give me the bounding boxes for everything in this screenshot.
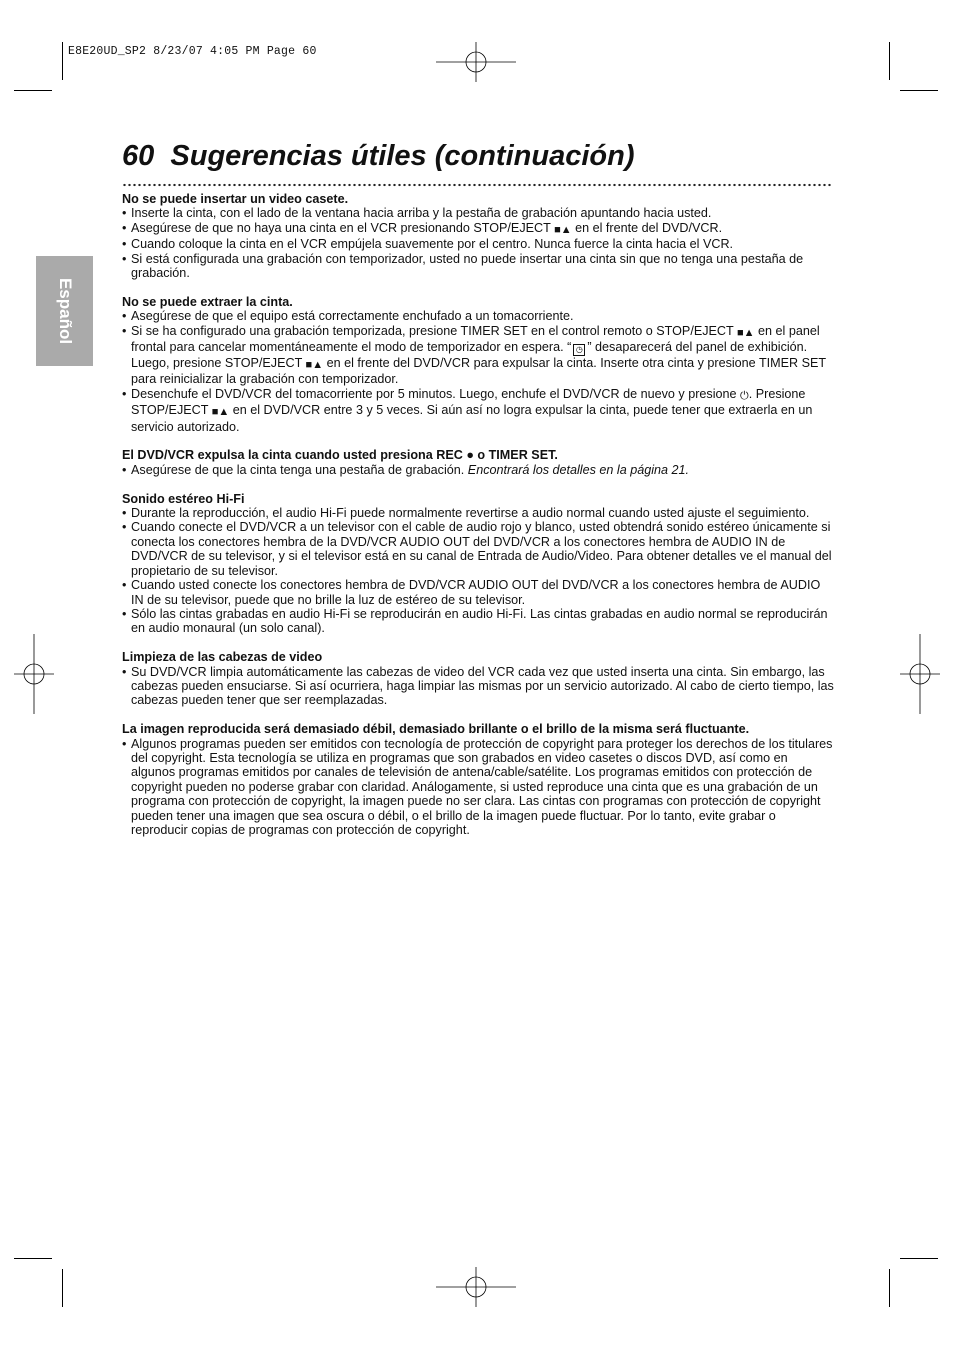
stop-eject-icon: ■▲ [554, 223, 572, 236]
stop-eject-icon: ■▲ [211, 406, 230, 419]
section-hifi-stereo [122, 492, 834, 636]
section-heading: Limpieza de las cabezas de video [122, 650, 323, 665]
crop-mark [889, 1269, 890, 1307]
registration-mark-right [900, 634, 940, 714]
page-number: 60 [122, 140, 155, 172]
list-item: • Sólo las cintas grabadas en audio Hi-Fi se reproducirán en audio Hi-Fi. Las cintas grabadas en audio normal se reproducirán en audio monaural (un solo canal). [122, 607, 834, 636]
troubleshooting-content [122, 192, 834, 852]
section-ejects-on-rec [122, 448, 834, 477]
crop-mark [889, 42, 890, 80]
stop-eject-icon: ■▲ [305, 359, 324, 372]
list-item: • Su DVD/VCR limpia automáticamente las cabezas de video del VCR cada vez que usted inserta una cinta. Sin embargo, las cabezas pueden ensuciarse. Si así ocurriera, haga limpiar las mismas por un servicio autorizado. Al cabo de cierto tiempo, las cabezas pueden tener que ser reemplazadas. [122, 665, 834, 708]
crop-mark [14, 90, 52, 91]
section-heading: No se puede extraer la cinta. [122, 294, 293, 309]
list-item: • Asegúrese de que no haya una cinta en el VCR presionando STOP/EJECT ■▲ en el frente del DVD/VCR. [122, 221, 834, 237]
power-icon: ⏻ [740, 389, 749, 402]
section-heading: Sonido estéreo Hi-Fi [122, 491, 245, 506]
section-picture-quality [122, 722, 834, 837]
list-item: • Cuando usted conecte los conectores hembra de DVD/VCR AUDIO OUT del DVD/VCR a los conectores hembra de AUDIO IN de su televisor, puede que no brille la luz de estéreo de su televisor. [122, 578, 834, 607]
crop-mark [900, 90, 938, 91]
dotted-divider [122, 183, 832, 187]
language-tab-label: Español [55, 277, 75, 345]
crop-mark [62, 1269, 63, 1307]
section-heading: No se puede insertar un video casete. [122, 192, 349, 206]
crop-mark [62, 42, 63, 80]
list-item: • Inserte la cinta, con el lado de la ventana hacia arriba y la pestaña de grabación apuntando hacia usted. [122, 206, 834, 220]
page-title-text: Sugerencias útiles (continuación) [170, 140, 635, 172]
rec-icon: ● [466, 448, 474, 463]
crop-mark [900, 1258, 938, 1259]
registration-mark-left [14, 634, 54, 714]
list-item: • Cuando conecte el DVD/VCR a un televisor con el cable de audio rojo y blanco, usted obtendrá sonido estéreo únicamente si conecta los conectores hembra de la DVD/VCR AUDIO OUT del DVD/VCR a los conectores hembra de AUDIO IN de DVD/VCR de su televisor, y si el televisor está en su canal de Entrada de Audio/Video. Para obtener detalles ve el manual del propietario de su televisor. [122, 520, 834, 578]
list-item: • Algunos programas pueden ser emitidos con tecnología de protección de copyright para proteger los derechos de los titulares del copyright. Esta tecnología se utiliza en programas que son grabados en video casetes o discos DVD, así como en algunos programas emitidos por canales de televisión de antena/cable/satélite. Los programas emitidos con protección de copyright pueden no poderse grabar con claridad. Análogamente, si usted reproduce una cinta que es una grabación de un programa con protección de copyright, la imagen puede no ser clara. Las cintas con programas con protección de copyright pueden tener una imagen que sea oscura o débil, o el brillo de la imagen puede fluctuar. Por lo tanto, evite grabar o reproducir copias de programas con protección de copyright. [122, 737, 834, 838]
registration-mark-top [436, 42, 516, 82]
section-heading: El DVD/VCR expulsa la cinta cuando usted presiona REC ● o TIMER SET. [122, 448, 558, 463]
crop-mark [14, 1258, 52, 1259]
section-heading: La imagen reproducida será demasiado débil, demasiado brillante o el brillo de la misma será fluctuante. [122, 722, 750, 737]
section-head-cleaning [122, 650, 834, 708]
list-item: • Si está configurada una grabación con temporizador, usted no puede insertar una cinta sin que no tenga una pestaña de grabación. [122, 252, 834, 281]
list-item: • Durante la reproducción, el audio Hi-Fi puede normalmente revertirse a audio normal cuando usted ajuste el seguimiento. [122, 506, 834, 520]
page-title [122, 140, 634, 173]
list-item: • Asegúrese de que la cinta tenga una pestaña de grabación. Encontrará los detalles en la página 21. [122, 463, 834, 477]
section-cannot-insert [122, 192, 834, 280]
language-tab [36, 256, 93, 366]
print-slug: E8E20UD_SP2 8/23/07 4:05 PM Page 60 [68, 45, 317, 58]
stop-eject-icon: ■▲ [736, 326, 755, 339]
registration-mark-bottom [436, 1267, 516, 1307]
section-cannot-eject [122, 295, 834, 434]
list-item: • Cuando coloque la cinta en el VCR empújela suavemente por el centro. Nunca fuerce la cinta hacia el VCR. [122, 237, 834, 251]
list-item: • Asegúrese de que el equipo está correctamente enchufado a un tomacorriente. [122, 309, 834, 323]
list-item: • Si se ha configurado una grabación temporizada, presione TIMER SET en el control remoto o STOP/EJECT ■▲ en el panel frontal para cancelar momentáneamente el modo de temporizador en espera. “ ◷ ” desaparecerá del panel de exhibición. Luego, presione STOP/EJECT ■▲ en el frente del DVD/VCR para expulsar la cinta. Inserte otra cinta y presione TIMER SET para reinicializar la grabación con temporizador. [122, 324, 834, 387]
timer-icon: ◷ [573, 344, 585, 356]
list-item: • Desenchufe el DVD/VCR del tomacorriente por 5 minutos. Luego, enchufe el DVD/VCR de nuevo y presione ⏻. Presione STOP/EJECT ■▲ en el DVD/VCR entre 3 y 5 veces. Si aún así no logra expulsar la cinta, puede tener que extraerla en un servicio autorizado. [122, 387, 834, 434]
